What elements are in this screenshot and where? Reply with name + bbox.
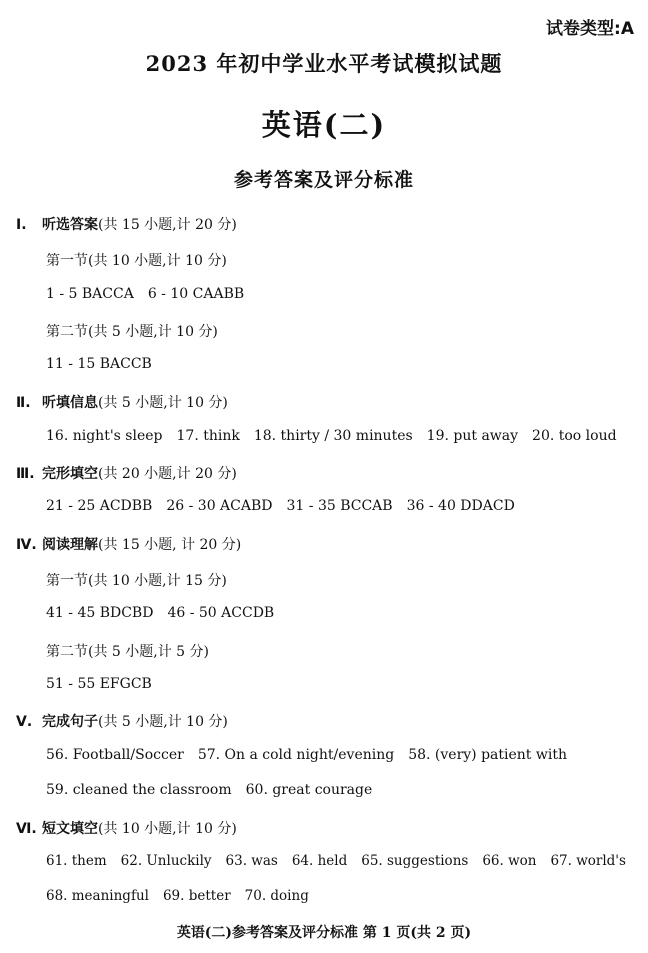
paper-type-label: 试卷类型:A <box>546 19 634 39</box>
answer-line <box>46 356 166 372</box>
section-number: Ⅰ. <box>16 217 27 233</box>
answer-group: 31 - 35 BCCAB <box>286 498 393 514</box>
answer-item: 19. put away <box>426 428 519 444</box>
answer-line <box>46 428 631 444</box>
section-info: (共 15 小题,计 20 分) <box>98 217 237 233</box>
section-info: (共 10 小题,计 10 分) <box>98 821 237 837</box>
answer-item: 58. (very) patient with <box>408 747 567 763</box>
section-1-part-2: 第二节(共 5 小题,计 10 分) <box>46 324 218 340</box>
answer-group: 36 - 40 DDACD <box>406 498 515 514</box>
answer-line <box>46 782 386 798</box>
section-name: 阅读理解 <box>42 537 98 553</box>
section-4-heading <box>16 534 241 554</box>
answer-item: 66. won <box>482 853 537 869</box>
answer-item: 20. too loud <box>532 428 617 444</box>
document-title: 参考答案及评分标准 <box>233 169 414 191</box>
section-info: (共 15 小题, 计 20 分) <box>98 537 242 553</box>
answer-line <box>46 676 166 692</box>
section-name: 短文填空 <box>42 821 98 837</box>
exam-title: 2023 年初中学业水平考试模拟试题 <box>145 51 503 76</box>
subject-title: 英语(二) <box>261 108 387 142</box>
answer-item: 69. better <box>162 888 231 904</box>
answer-item: 63. was <box>225 853 278 869</box>
section-info: (共 5 小题,计 10 分) <box>98 395 228 411</box>
section-6-heading <box>16 818 237 838</box>
answer-item: 60. great courage <box>245 782 373 798</box>
answer-line <box>46 286 258 302</box>
answer-line <box>46 853 640 869</box>
answer-group: 21 - 25 ACDBB <box>46 498 153 514</box>
section-name: 听填信息 <box>42 395 98 411</box>
answer-item: 64. held <box>291 853 348 869</box>
section-number: Ⅵ. <box>16 821 37 837</box>
answer-item: 16. night's sleep <box>46 428 163 444</box>
answer-group: 41 - 45 BDCBD <box>46 605 154 621</box>
section-1-heading <box>16 214 237 234</box>
answer-group: 26 - 30 ACABD <box>166 498 273 514</box>
answer-item: 67. world's <box>550 853 626 869</box>
section-number: Ⅲ. <box>16 466 35 482</box>
section-number: Ⅳ. <box>16 537 37 553</box>
section-4-part-1: 第一节(共 10 小题,计 15 分) <box>46 573 227 589</box>
answer-item: 57. On a cold night/evening <box>197 747 395 763</box>
section-name: 完形填空 <box>42 466 98 482</box>
answer-line <box>46 498 529 514</box>
answer-group: 51 - 55 EFGCB <box>46 676 152 692</box>
page-footer: 英语(二)参考答案及评分标准 第 1 页(共 2 页) <box>176 925 472 941</box>
section-5-heading <box>16 711 228 731</box>
answer-line <box>46 747 581 763</box>
answer-item: 70. doing <box>244 888 309 904</box>
section-number: Ⅴ. <box>16 714 33 730</box>
answer-line <box>46 605 288 621</box>
section-name: 完成句子 <box>42 714 98 730</box>
answer-item: 18. thirty / 30 minutes <box>253 428 413 444</box>
answer-group: 11 - 15 BACCB <box>46 356 152 372</box>
answer-line <box>46 888 323 904</box>
answer-item: 17. think <box>176 428 240 444</box>
section-info: (共 20 小题,计 20 分) <box>98 466 237 482</box>
answer-group: 46 - 50 ACCDB <box>167 605 275 621</box>
answer-item: 65. suggestions <box>361 853 469 869</box>
section-info: (共 5 小题,计 10 分) <box>98 714 228 730</box>
answer-item: 68. meaningful <box>46 888 149 904</box>
section-2-heading <box>16 392 228 412</box>
section-name: 听选答案 <box>42 217 98 233</box>
answer-group: 6 - 10 CAABB <box>147 286 245 302</box>
answer-item: 56. Football/Soccer <box>46 747 184 763</box>
section-3-heading <box>16 463 237 483</box>
answer-item: 61. them <box>46 853 107 869</box>
answer-group: 1 - 5 BACCA <box>46 286 134 302</box>
section-1-part-1: 第一节(共 10 小题,计 10 分) <box>46 253 227 269</box>
section-number: Ⅱ. <box>16 395 31 411</box>
section-4-part-2: 第二节(共 5 小题,计 5 分) <box>46 644 209 660</box>
answer-item: 59. cleaned the classroom <box>46 782 232 798</box>
answer-item: 62. Unluckily <box>120 853 212 869</box>
